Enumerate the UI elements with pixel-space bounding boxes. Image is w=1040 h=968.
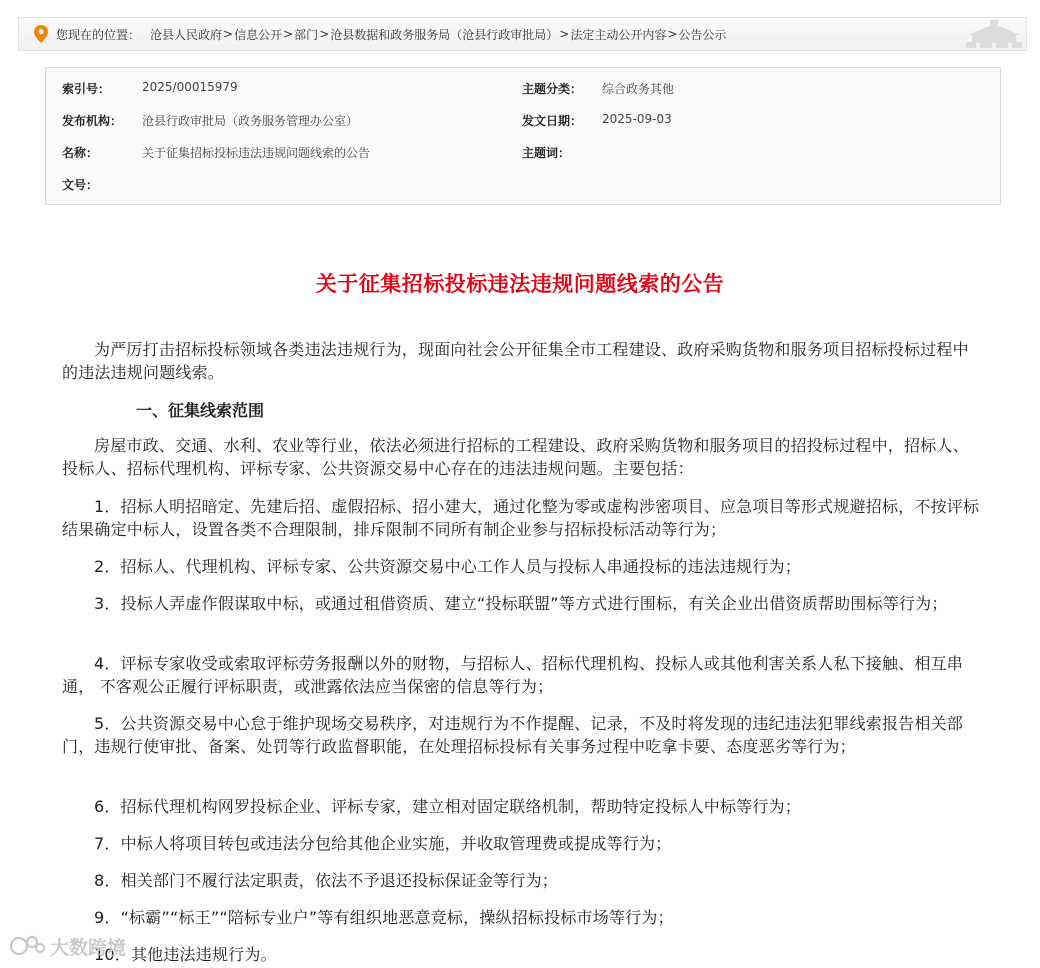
list-item: 10．其他违法违规行为。 [94, 945, 277, 964]
index-number-label: 索引号： [62, 82, 111, 96]
doc-name-value: 关于征集招标投标违法违规问题线索的公告 [142, 146, 371, 160]
metadata-row [62, 176, 984, 196]
topic-category-label: 主题分类： [522, 82, 583, 96]
issue-date-label: 发文日期： [522, 114, 583, 128]
list-item: 1．招标人明招暗定、先建后招、虚假招标、招小建大，通过化整为零或虚构涉密项目、应急项目等形式规避招标，不按评标结果确定中标人，设置各类不合理限制，排斥限制不同所有制企业参与招标投标活动等行为； [62, 497, 980, 539]
watermark [8, 931, 126, 961]
scope-paragraph: 房屋市政、交通、水利、农业等行业，依法必须进行招标的工程建设、政府采购货物和服务项目的招投标过程中，招标人、投标人、招标代理机构、评标专家、公共资源交易中心存在的违法违规问题。主要包括： [62, 436, 969, 478]
list-item: 8．相关部门不履行法定职责，依法不予退还投标保证金等行为； [94, 871, 558, 890]
section-heading: 一、征集线索范围 [136, 401, 265, 420]
building-decoration-icon [962, 18, 1026, 50]
location-pin-icon [34, 25, 48, 43]
article-title: 关于征集招标投标违法违规问题线索的公告 [315, 272, 725, 296]
keywords-label: 主题词： [522, 146, 571, 160]
breadcrumb-link-department[interactable]: 部门 [294, 27, 319, 42]
breadcrumb-link-info-public[interactable]: 信息公开 [234, 27, 283, 42]
breadcrumb-separator: > [319, 27, 330, 41]
publishing-org-label: 发布机构： [62, 114, 123, 128]
breadcrumb-link-statutory-content[interactable]: 法定主动公开内容 [570, 27, 667, 42]
topic-category-value: 综合政务其他 [602, 82, 675, 96]
watermark-logo-icon [8, 933, 46, 959]
breadcrumb-label: 您现在的位置： [56, 27, 141, 42]
breadcrumb-separator: > [559, 27, 570, 41]
breadcrumb-link-county-gov[interactable]: 沧县人民政府 [150, 27, 223, 42]
list-item: 2．招标人、代理机构、评标专家、公共资源交易中心工作人员与投标人串通投标的违法违规行为； [94, 557, 801, 576]
list-item: 7．中标人将项目转包或违法分包给其他企业实施，并收取管理费或提成等行为； [94, 834, 672, 853]
intro-paragraph: 为严厉打击招标投标领域各类违法违规行为，现面向社会公开征集全市工程建设、政府采购货物和服务项目招标投标过程中的违法违规问题线索。 [62, 340, 969, 382]
index-number-value: 2025/00015979 [142, 80, 238, 94]
list-item: 9．“标霸”“标王”“陪标专业户”等有组织地恶意竞标，操纵招标投标市场等行为； [94, 908, 674, 927]
breadcrumb-separator: > [667, 27, 678, 41]
metadata-row [62, 144, 984, 164]
doc-name-label: 名称： [62, 146, 99, 160]
issue-date-value: 2025-09-03 [602, 112, 672, 126]
metadata-row [62, 112, 984, 132]
list-item: 4．评标专家收受或索取评标劳务报酬以外的财物，与招标人、招标代理机构、投标人或其他利害关系人私下接触、相互串通， 不客观公正履行评标职责，或泄露依法应当保密的信息等行为； [62, 654, 963, 696]
breadcrumb-link-notices[interactable]: 公告公示 [678, 27, 727, 42]
doc-number-label: 文号： [62, 178, 99, 192]
metadata-row [62, 80, 984, 100]
breadcrumb-separator: > [283, 27, 294, 41]
publishing-org-value: 沧县行政审批局（政务服务管理办公室） [142, 114, 359, 128]
list-item: 3．投标人弄虚作假谋取中标，或通过租借资质、建立“投标联盟”等方式进行围标，有关企业出借资质帮助围标等行为； [94, 594, 948, 613]
breadcrumb [18, 17, 1027, 51]
document-metadata-panel [45, 67, 1001, 205]
list-item: 6．招标代理机构网罗投标企业、评标专家，建立相对固定联络机制，帮助特定投标人中标等行为； [94, 797, 801, 816]
breadcrumb-separator: > [223, 27, 234, 41]
list-item: 5．公共资源交易中心怠于维护现场交易秩序，对违规行为不作提醒、记录，不及时将发现的违纪违法犯罪线索报告相关部门，违规行使审批、备案、处罚等行政监督职能，在处理招标投标有关事务过程中吃拿卡要、态度恶劣等行为； [62, 714, 963, 756]
breadcrumb-link-bureau[interactable]: 沧县数据和政务服务局（沧县行政审批局） [330, 27, 559, 42]
watermark-text: 大数跨境 [50, 936, 127, 959]
